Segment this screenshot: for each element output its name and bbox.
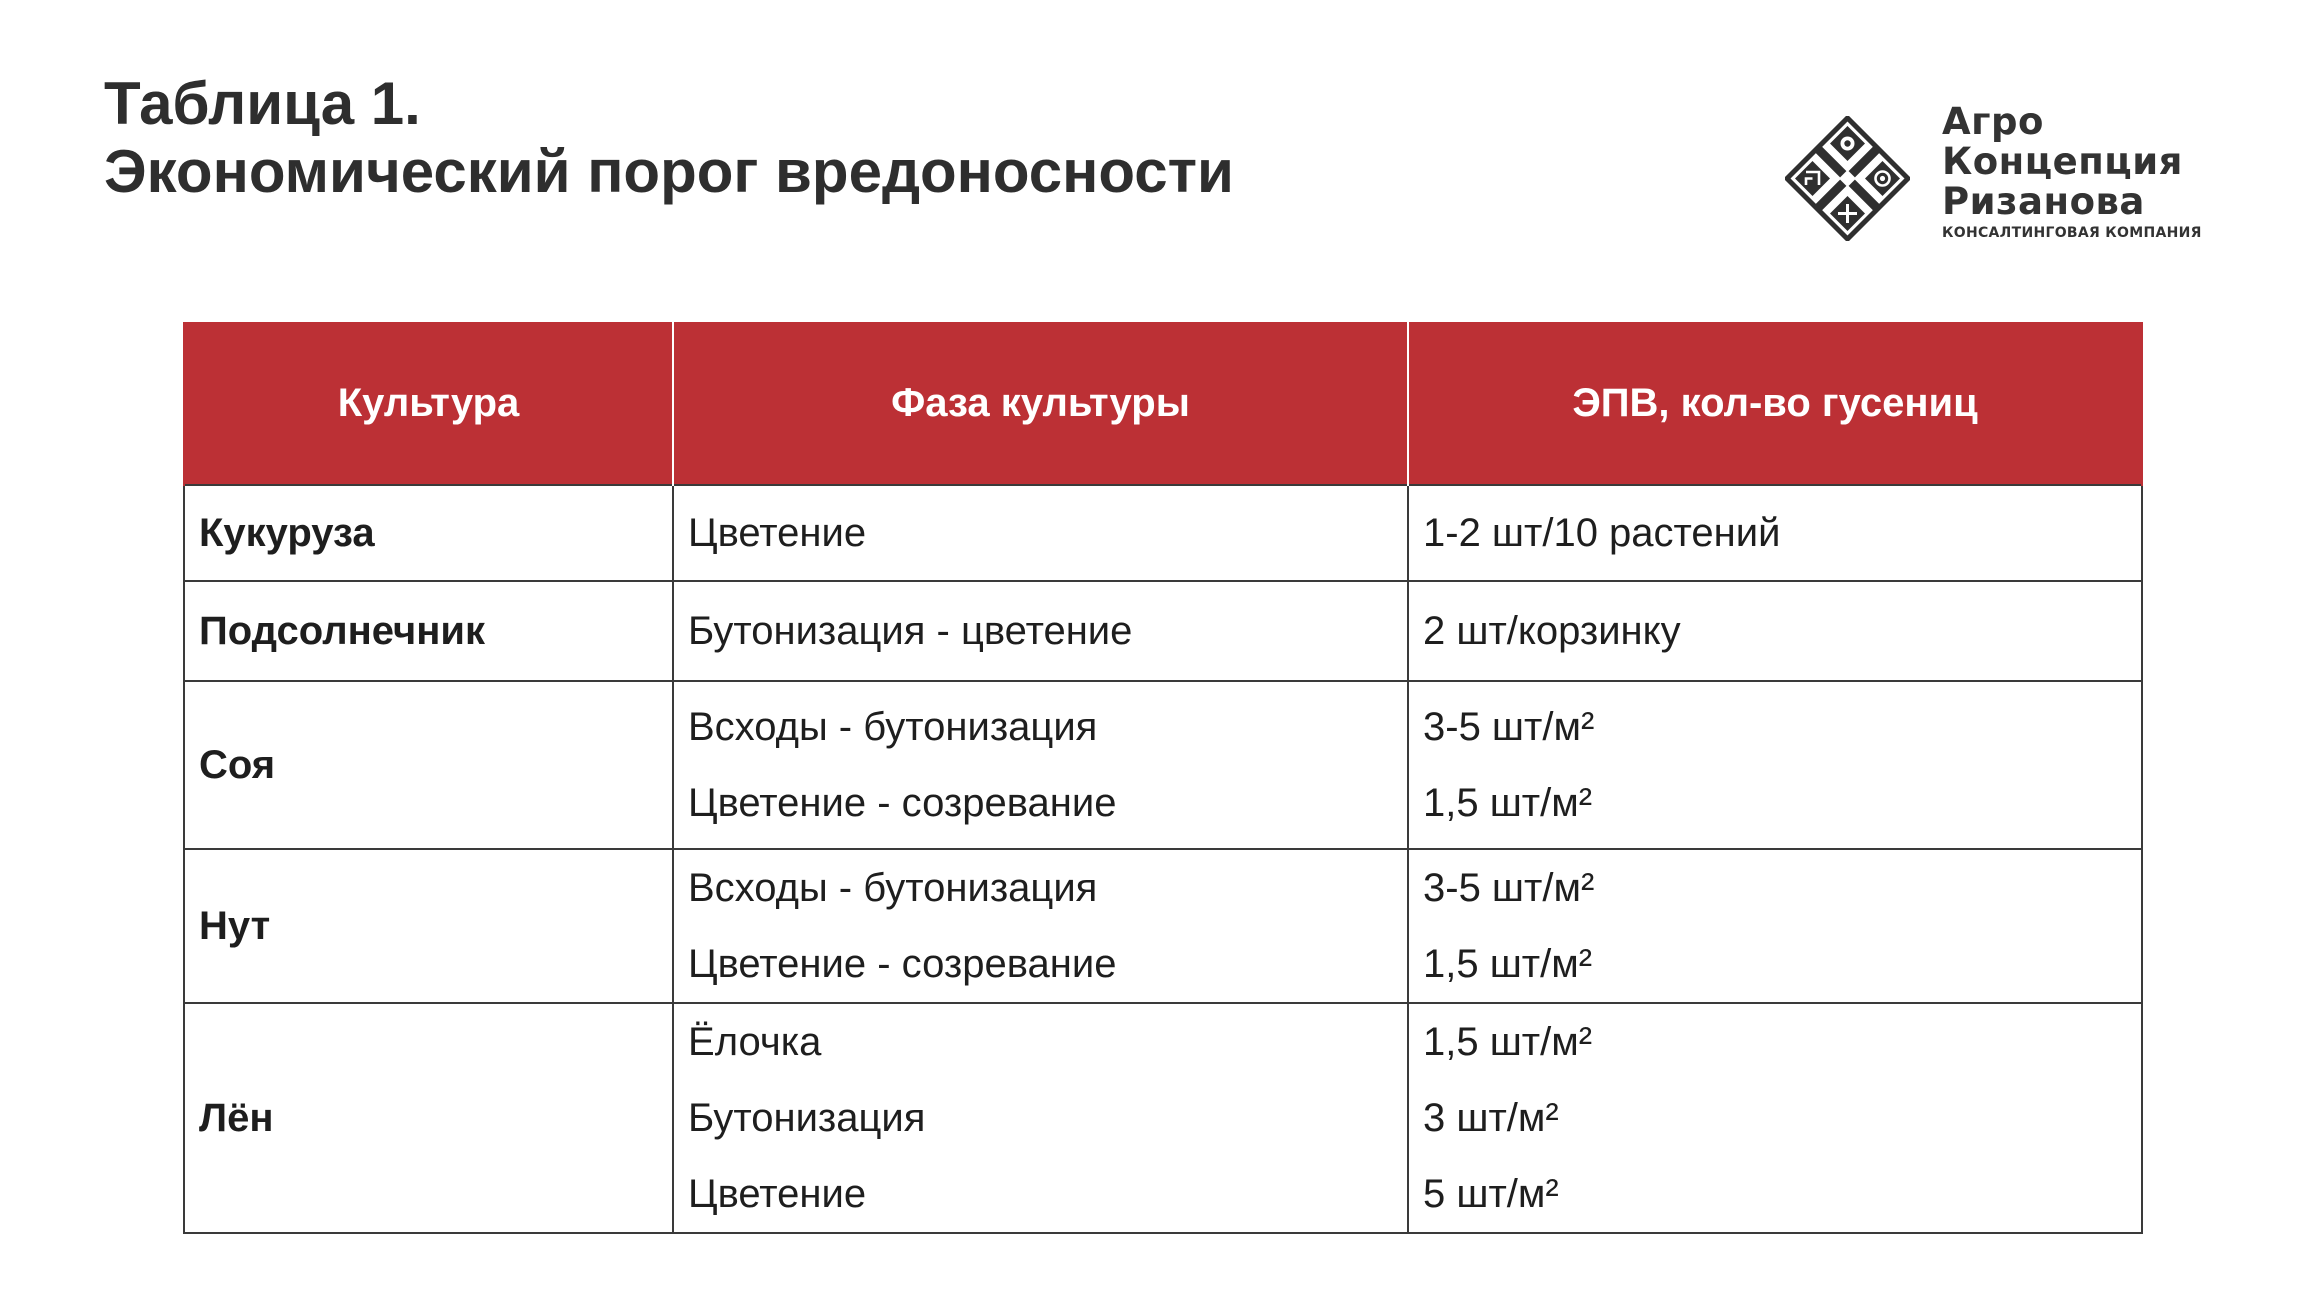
header-phase: Фаза культуры [673, 322, 1408, 485]
table-row [184, 485, 2142, 581]
threshold-cell [1408, 581, 2142, 681]
threshold-table [183, 322, 2143, 1234]
phase-cell [673, 581, 1408, 681]
slide-title [104, 70, 1234, 206]
phase-text: Цветение [688, 511, 867, 555]
company-logo [1785, 102, 2235, 262]
threshold-text: 3-5 шт/м² [1423, 705, 1595, 749]
threshold-text: 3-5 шт/м² [1423, 866, 1595, 910]
phase-text: Ёлочка [688, 1020, 822, 1064]
phase-text: Бутонизация - цветение [688, 609, 1133, 653]
threshold-text: 1-2 шт/10 растений [1423, 511, 1781, 555]
table-row [184, 681, 2142, 849]
logo-tagline: КОНСАЛТИНГОВАЯ КОМПАНИЯ [1942, 225, 2202, 241]
phase-text: Всходы - бутонизация [688, 705, 1098, 749]
table-row [184, 581, 2142, 681]
phase-text: Цветение - созревание [688, 781, 1117, 825]
header-threshold: ЭПВ, кол-во гусениц [1408, 322, 2142, 485]
phase-text: Бутонизация [688, 1096, 926, 1140]
phase-cell [673, 849, 1408, 1003]
crop-name: Кукуруза [184, 485, 673, 581]
phase-text: Всходы - бутонизация [688, 866, 1098, 910]
crop-name: Лён [184, 1003, 673, 1233]
phase-cell [673, 1003, 1408, 1233]
threshold-text: 5 шт/м² [1423, 1172, 1559, 1216]
logo-line-2: Концепция [1942, 140, 2183, 183]
table-row [184, 849, 2142, 1003]
phase-cell [673, 485, 1408, 581]
crop-name: Нут [184, 849, 673, 1003]
ornament-diamond-logo-icon [1785, 116, 1910, 241]
logo-line-3: Ризанова [1942, 180, 2145, 223]
table-row [184, 1003, 2142, 1233]
crop-name: Соя [184, 681, 673, 849]
phase-cell [673, 681, 1408, 849]
threshold-text: 3 шт/м² [1423, 1096, 1559, 1140]
threshold-text: 2 шт/корзинку [1423, 609, 1681, 653]
title-line-1: Таблица 1. [104, 70, 421, 137]
threshold-cell [1408, 681, 2142, 849]
header-crop: Культура [184, 322, 673, 485]
phase-text: Цветение - созревание [688, 942, 1117, 986]
threshold-cell [1408, 1003, 2142, 1233]
phase-text: Цветение [688, 1172, 867, 1216]
logo-wordmark [1942, 102, 2202, 242]
threshold-cell [1408, 849, 2142, 1003]
title-line-2: Экономический порог вредоносности [104, 138, 1234, 205]
logo-line-1: Агро [1942, 100, 2044, 143]
threshold-cell [1408, 485, 2142, 581]
threshold-text: 1,5 шт/м² [1423, 781, 1593, 825]
threshold-text: 1,5 шт/м² [1423, 1020, 1593, 1064]
table-header-row [184, 322, 2142, 485]
threshold-text: 1,5 шт/м² [1423, 942, 1593, 986]
crop-name: Подсолнечник [184, 581, 673, 681]
